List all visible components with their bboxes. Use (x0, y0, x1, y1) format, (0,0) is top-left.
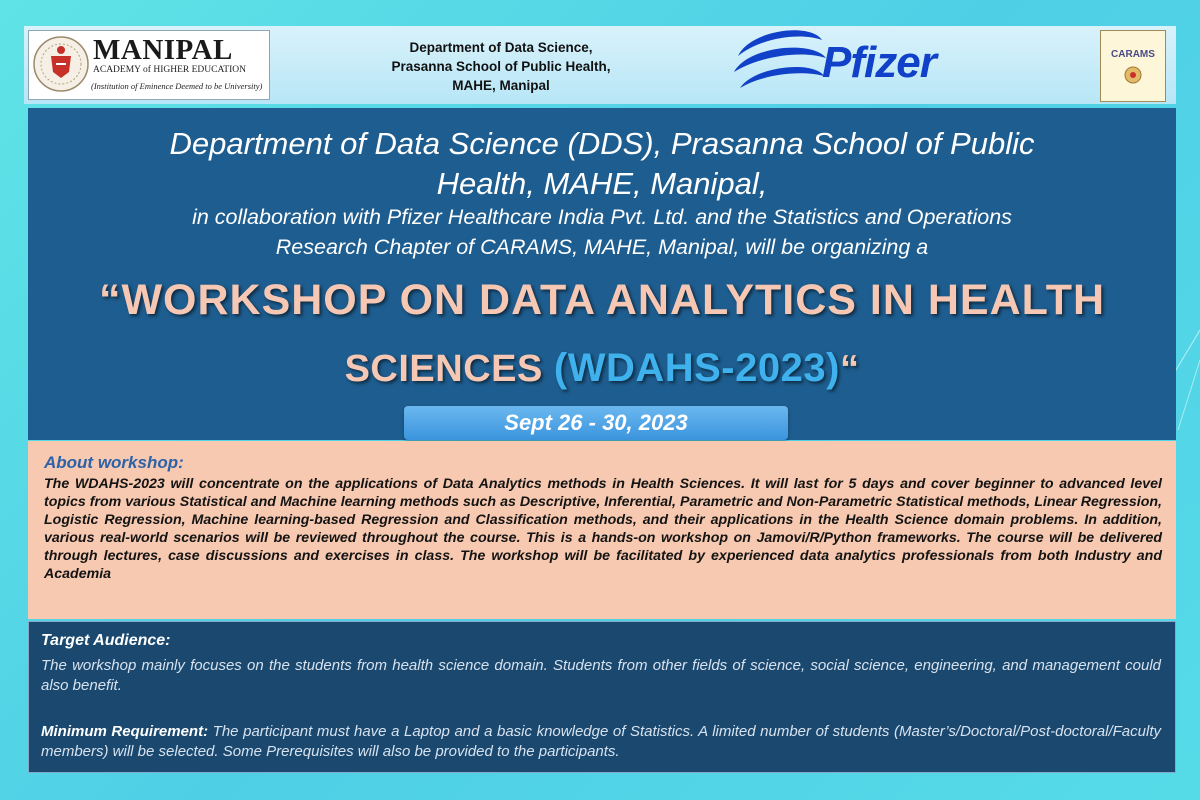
about-body: The WDAHS-2023 will concentrate on the applications of Data Analytics methods in Health Sciences. It will last for 5 days and cover beginner to advanced level topics from various Statistical and Machine learning methods such as Descriptive, Inferential, Parametric and Non-Parametric Statistical methods, Linear Regression, Logistic Regression, Machine learning-based Regression and Classification methods, and their applications in the Health Science domain problems. In addition, various real-world scenarios will be reviewed throughout the course. This is a hands-on workshop on Jamovi/R/Python frameworks. The course will be delivered through lectures, case discussions and exercises in class. The workshop will be facilitated by experienced data analytics professionals from both Industry and Academia (44, 476, 1162, 582)
carams-seal-icon (1123, 65, 1143, 85)
department-line: Department of Data Science, (409, 40, 593, 55)
workshop-title-line2 (28, 346, 1176, 391)
requirement-body: The participant must have a Laptop and a basic knowledge of Statistics. A limited number of students (Master’s/Doctoral/Post-doctoral/Faculty members) will be selected. Some Prerequisites will also be provided to the participants. (41, 723, 1161, 760)
requirement-label: Minimum Requirement: (41, 723, 209, 740)
about-label: About workshop: (44, 453, 184, 472)
headline-line: Research Chapter of CARAMS, MAHE, Manipal, will be organizing a (275, 235, 929, 259)
headline-line: Department of Data Science (DDS), Prasanna School of Public (169, 126, 1035, 161)
manipal-crest-icon (32, 34, 90, 94)
manipal-name: MANIPAL (93, 34, 233, 66)
about-section (28, 441, 1176, 619)
workshop-title-line1: “WORKSHOP ON DATA ANALYTICS IN HEALTH (98, 276, 1106, 324)
audience-label: Target Audience: (41, 632, 171, 649)
headline-panel (28, 108, 1176, 440)
carams-wordmark: CARAMS (1111, 49, 1155, 60)
department-line: MAHE, Manipal (452, 78, 550, 93)
title-prefix: SCIENCES (344, 348, 554, 390)
requirement-paragraph (41, 722, 1161, 762)
manipal-tagline: (Institution of Eminence Deemed to be University) (91, 81, 263, 91)
manipal-subtitle: ACADEMY of HIGHER EDUCATION (93, 65, 246, 75)
department-line: Prasanna School of Public Health, (391, 59, 611, 74)
headline-collaboration (28, 202, 1176, 262)
headline-line: Health, MAHE, Manipal, (436, 166, 768, 201)
headline-line: in collaboration with Pfizer Healthcare India Pvt. Ltd. and the Statistics and Operations (192, 205, 1012, 229)
pfizer-swoosh-icon (730, 26, 830, 102)
audience-section (28, 621, 1176, 773)
audience-body: The workshop mainly focuses on the students from health science domain. Students from other fields of science, social science, engineering, and management could also benefit. (41, 657, 1161, 694)
date-badge: Sept 26 - 30, 2023 (404, 406, 788, 440)
pfizer-wordmark: Pfizer (822, 38, 936, 87)
header-bar (24, 26, 1176, 104)
pfizer-logo (730, 26, 1000, 102)
workshop-acronym: (WDAHS-2023) (553, 346, 840, 390)
department-header (336, 38, 666, 95)
headline-main (28, 124, 1176, 204)
carams-logo (1100, 30, 1166, 102)
manipal-logo (28, 30, 270, 100)
title-suffix: “ (839, 348, 860, 390)
